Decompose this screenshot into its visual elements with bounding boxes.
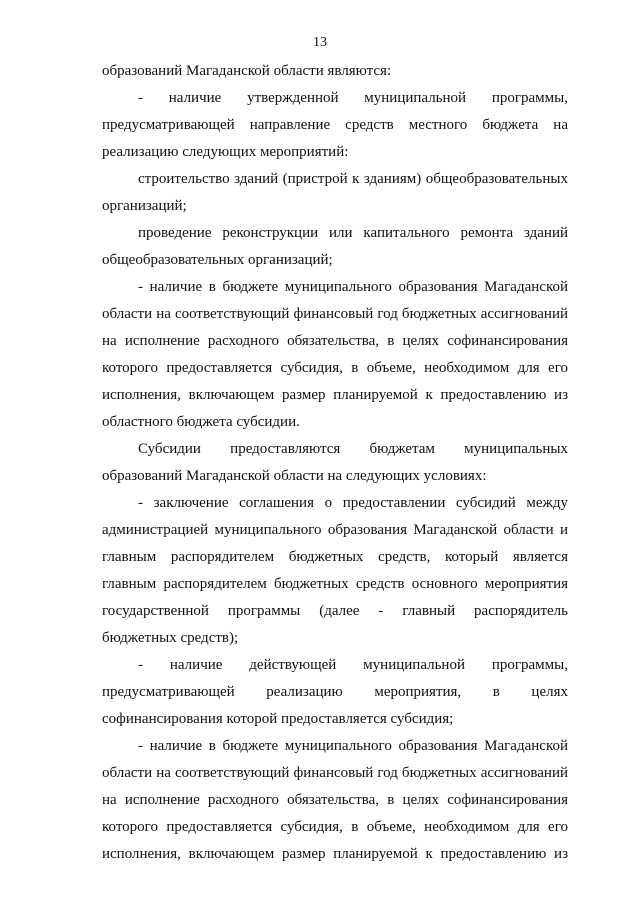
document-body [102, 58, 568, 868]
paragraph-agreement: - заключение соглашения о предоставлении субсидий между администрацией муниципального образования Магаданской области и главным распорядителем бюджетных средств, который является главным распорядителем бюджетных средств основного мероприятия государственной программы (далее - главный распорядитель бюджетных средств); [102, 495, 568, 646]
paragraph-construction: строительство зданий (пристрой к зданиям) общеобразовательных организаций; [102, 171, 568, 214]
paragraph-budget-allocation-2: - наличие в бюджете муниципального образования Магаданской области на соответствующий финансовый год бюджетных ассигнований на исполнение расходного обязательства, в целях софинансирования которого предоставляется субсидия, в объеме, необходимом для его исполнения, включающем размер планируемой к предоставлению из [102, 738, 568, 862]
paragraph-continuation: образований Магаданской области являются: [102, 63, 392, 79]
page-number: 13 [313, 35, 327, 50]
paragraph-condition-program: - наличие утвержденной муниципальной программы, предусматривающей направление средств местного бюджета на реализацию следующих мероприятий: [102, 90, 568, 160]
paragraph-subsidy-conditions: Субсидии предоставляются бюджетам муниципальных образований Магаданской области на следующих условиях: [102, 441, 568, 484]
paragraph-budget-allocation: - наличие в бюджете муниципального образования Магаданской области на соответствующий финансовый год бюджетных ассигнований на исполнение расходного обязательства, в целях софинансирования которого предоставляется субсидия, в объеме, необходимом для его исполнения, включающем размер планируемой к предоставлению из областного бюджета субсидии. [102, 279, 568, 430]
paragraph-active-program: - наличие действующей муниципальной программы, предусматривающей реализацию мероприятия, в целях софинансирования которой предоставляется субсидия; [102, 657, 568, 727]
paragraph-reconstruction: проведение реконструкции или капитального ремонта зданий общеобразовательных организаций; [102, 225, 568, 268]
